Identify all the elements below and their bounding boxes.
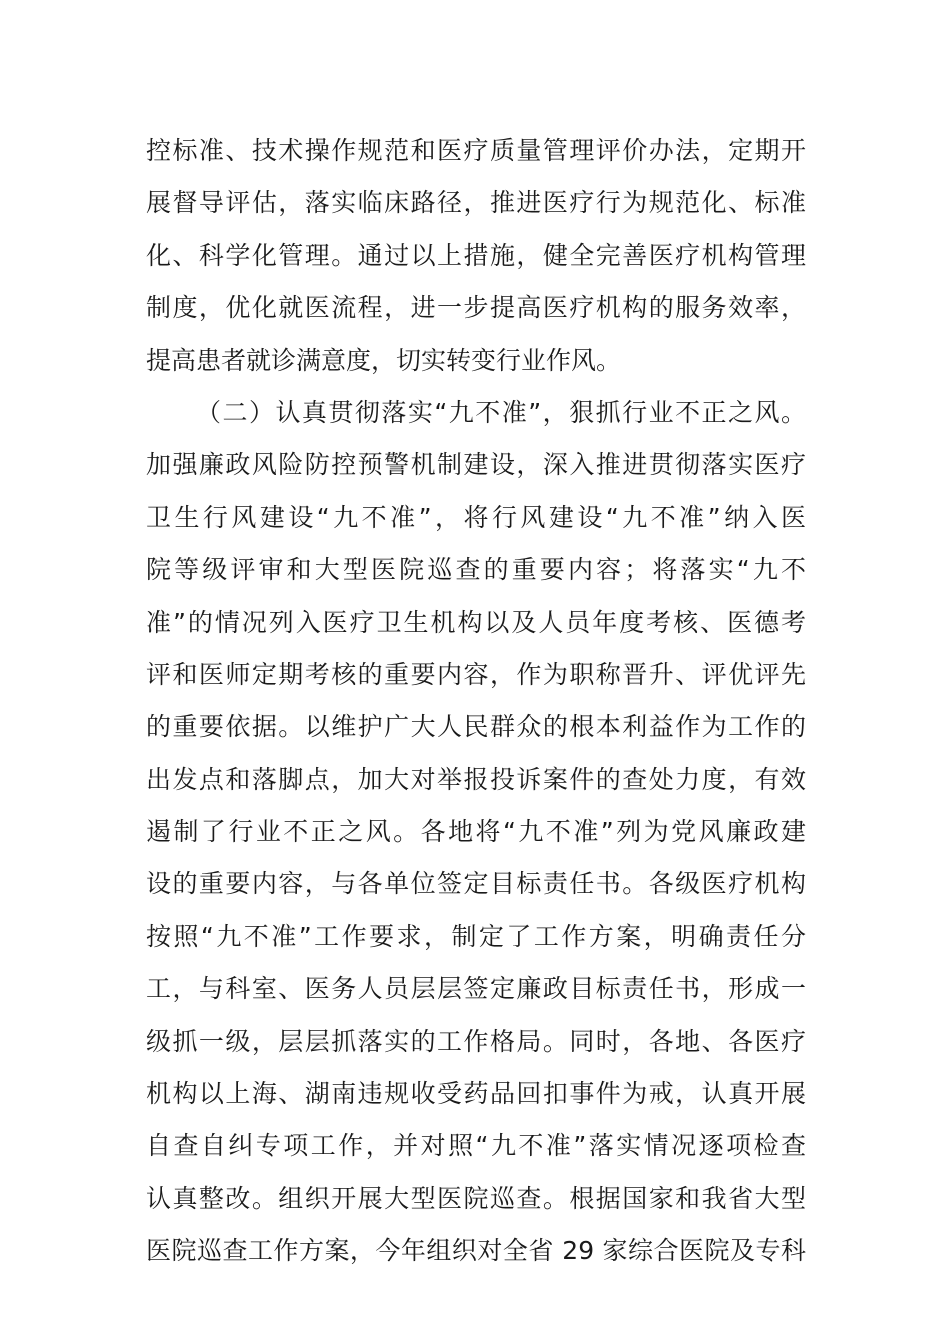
text-line (146, 1016, 806, 1068)
text-line (146, 230, 806, 282)
text-line (146, 492, 806, 544)
text-line (146, 1225, 806, 1277)
text-line-content: 工，与科室、医务人员层层签定廉政目标责任书，形成一 (146, 974, 806, 1004)
text-line (146, 858, 806, 910)
text-line-content: 准”的情况列入医疗卫生机构以及人员年度考核、医德考 (146, 607, 806, 637)
text-line (146, 649, 806, 701)
text-line (146, 125, 806, 177)
text-line-content: 医院巡查工作方案，今年组织对全省 29 家综合医院及专科 (146, 1236, 806, 1266)
text-line (146, 335, 806, 387)
text-line-content: 机构以上海、湖南违规收受药品回扣事件为戒，认真开展 (146, 1079, 806, 1109)
text-line-content: 出发点和落脚点，加大对举报投诉案件的查处力度，有效 (146, 764, 806, 794)
text-line-content: 遏制了行业不正之风。各地将“九不准”列为党风廉政建 (146, 817, 806, 847)
text-line (146, 544, 806, 596)
text-line (146, 1068, 806, 1120)
text-line-content: 提高患者就诊满意度，切实转变行业作风。 (146, 345, 622, 375)
text-line-content: 设的重要内容，与各单位签定目标责任书。各级医疗机构 (146, 869, 806, 899)
section-heading: （二）认真贯彻落实“九不准”，狠抓行业不正之风。 (196, 397, 806, 427)
text-line (146, 597, 806, 649)
text-line (146, 806, 806, 858)
text-line-content: 院等级评审和大型医院巡查的重要内容；将落实“九不 (146, 555, 806, 585)
body-text (146, 125, 806, 1278)
text-line (146, 911, 806, 963)
text-line (146, 1120, 806, 1172)
text-line (146, 282, 806, 334)
text-line-content: 按照“九不准”工作要求，制定了工作方案，明确责任分 (146, 921, 806, 951)
text-line (146, 439, 806, 491)
text-line (146, 963, 806, 1015)
text-line-content: 制度，优化就医流程，进一步提高医疗机构的服务效率， (146, 293, 806, 323)
text-line (146, 177, 806, 229)
text-line-content: 自查自纠专项工作，并对照“九不准”落实情况逐项检查 (146, 1131, 806, 1161)
text-line-content: 的重要依据。以维护广大人民群众的根本利益作为工作的 (146, 712, 806, 742)
text-line-content: 展督导评估，落实临床路径，推进医疗行为规范化、标准 (146, 188, 806, 218)
text-line-content: 认真整改。组织开展大型医院巡查。根据国家和我省大型 (146, 1183, 806, 1213)
text-line (146, 754, 806, 806)
text-line (146, 1173, 806, 1225)
text-line-content: 加强廉政风险防控预警机制建设，深入推进贯彻落实医疗 (146, 450, 806, 480)
text-line-content: 卫生行风建设“九不准”，将行风建设“九不准”纳入医 (146, 502, 806, 532)
text-line-content: 化、科学化管理。通过以上措施，健全完善医疗机构管理 (146, 240, 806, 270)
section-heading-line (146, 387, 806, 439)
text-line-content: 评和医师定期考核的重要内容，作为职称晋升、评优评先 (146, 659, 806, 689)
text-line-content: 控标准、技术操作规范和医疗质量管理评价办法，定期开 (146, 136, 806, 165)
text-line (146, 701, 806, 753)
text-line-content: 级抓一级，层层抓落实的工作格局。同时，各地、各医疗 (146, 1026, 806, 1056)
